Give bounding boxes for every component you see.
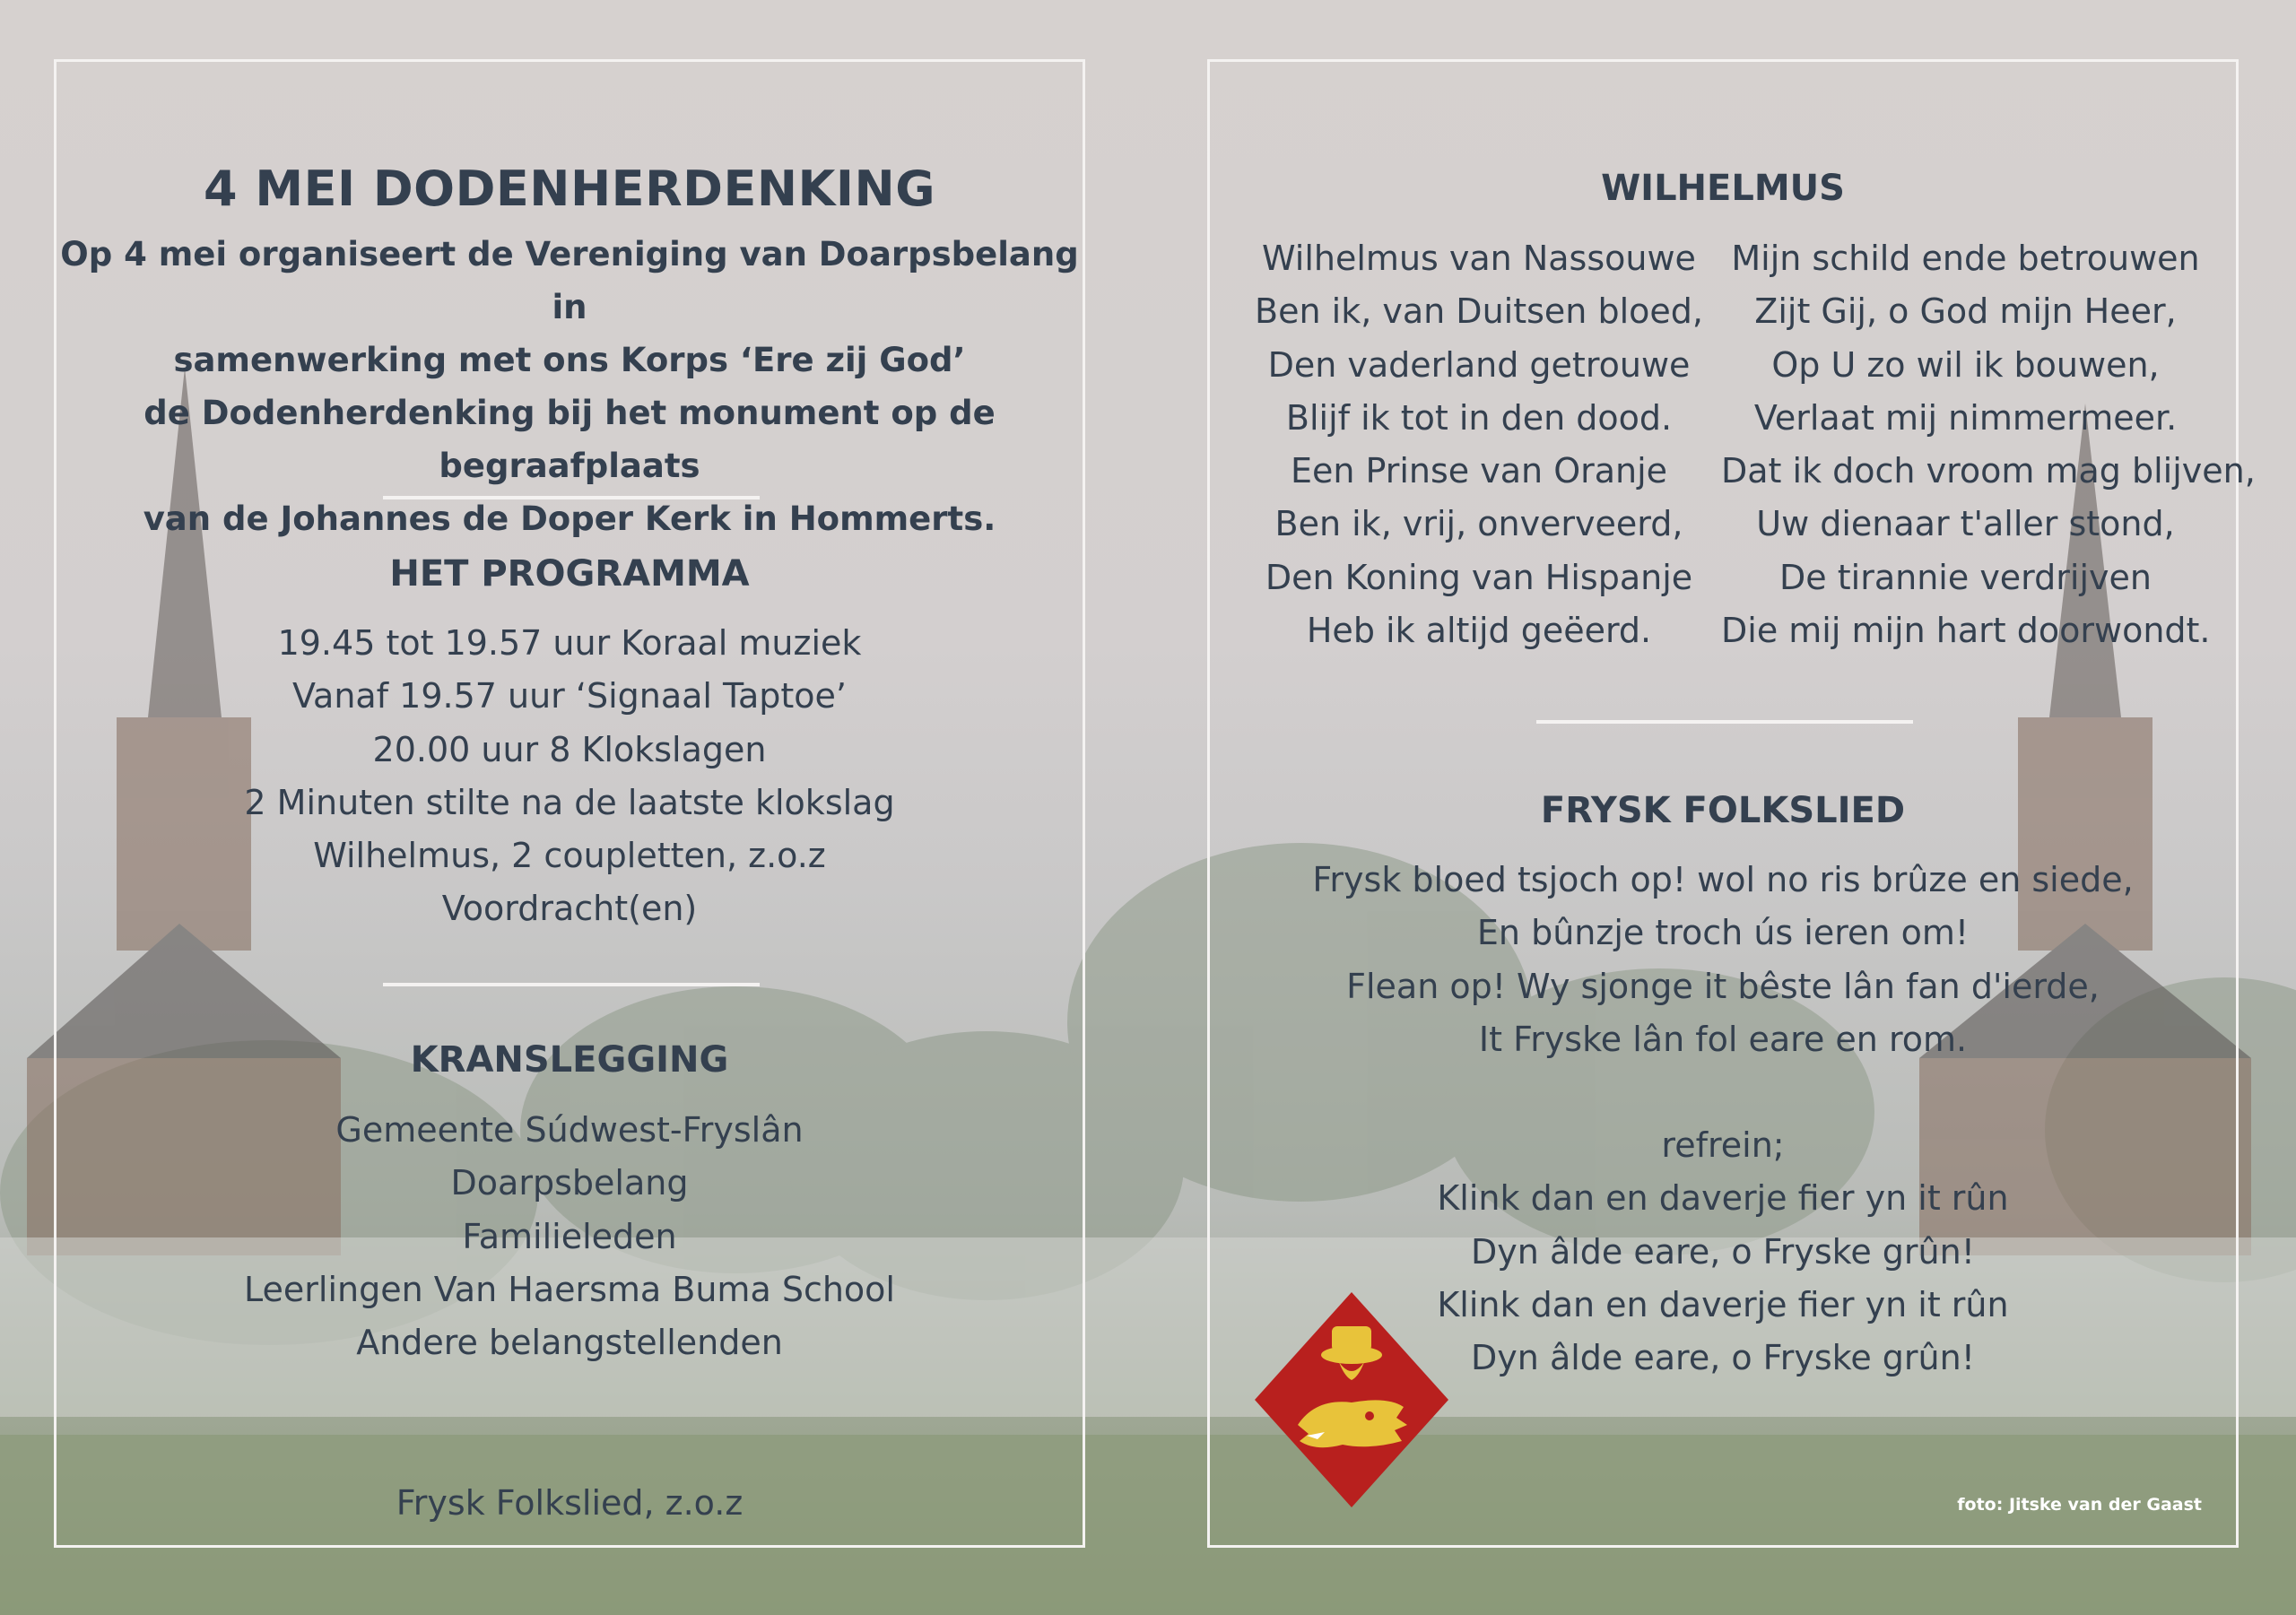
anthem-column-2 — [1721, 232, 2256, 657]
folk-heading: FRYSK FOLKSLIED — [1540, 790, 1906, 831]
divider — [383, 983, 760, 986]
program-item: Wilhelmus, 2 coupletten, z.o.z — [313, 836, 826, 876]
refrain-label: refrein; — [1661, 1125, 1785, 1166]
wreath-item: Andere belangstellenden — [356, 1323, 783, 1363]
verse-line: Uw dienaar t'aller stond, — [1756, 504, 2175, 544]
intro-line: van de Johannes de Doper Kerk in Hommerts. — [143, 499, 996, 538]
verse-line: Wilhelmus van Nassouwe — [1262, 239, 1696, 278]
program-item: 19.45 tot 19.57 uur Koraal muziek — [277, 623, 862, 663]
intro-line: de Dodenherdenking bij het monument op de begraafplaats — [144, 394, 996, 485]
wreath-item: Doarpsbelang — [450, 1163, 689, 1203]
intro-line: samenwerking met ons Korps ‘Ere zij God’ — [173, 341, 966, 379]
verse-line: Blijf ik tot in den dood. — [1285, 397, 1673, 438]
program-heading: HET PROGRAMMA — [389, 553, 750, 595]
verse-line: Ben ik, van Duitsen bloed, — [1255, 291, 1703, 332]
verse-line: En bûnzje troch ús ieren om! — [1476, 913, 1970, 953]
verse-line: Frysk bloed tsjoch op! wol no ris brûze en siede, — [1312, 860, 2134, 899]
verse-line: Die mij mijn hart doorwondt. — [1721, 611, 2211, 651]
verse-line: Dat ik doch vroom mag blijven, — [1721, 451, 2256, 491]
footer-note — [57, 1477, 1083, 1530]
program-list — [57, 617, 1083, 936]
left-panel — [54, 59, 1085, 1548]
program-item: Voordracht(en) — [441, 889, 698, 929]
wreath-item: Leerlingen Van Haersma Buma School — [244, 1269, 895, 1309]
wreath-heading: KRANSLEGGING — [410, 1039, 729, 1081]
right-panel — [1207, 59, 2256, 1548]
photo-credit: foto: Jitske van der Gaast — [1957, 1495, 2202, 1515]
wreath-item: Gemeente Súdwest-Fryslân — [335, 1110, 804, 1150]
anthem-column-1 — [1237, 232, 1721, 657]
wreath-item: Familieleden — [462, 1216, 677, 1256]
divider — [383, 496, 760, 499]
footer-note-text: Frysk Folkslied, z.o.z — [396, 1483, 744, 1523]
refrain-line: Dyn âlde eare, o Fryske grûn! — [1471, 1338, 1975, 1378]
verse-line: Een Prinse van Oranje — [1290, 451, 1668, 491]
program-item: 20.00 uur 8 Klokslagen — [372, 729, 767, 769]
verse-line: Op U zo wil ik bouwen, — [1771, 344, 2160, 385]
verse-line: It Fryske lân fol eare en rom. — [1478, 1019, 1968, 1059]
verse-line: Heb ik altijd geëerd. — [1306, 611, 1652, 651]
page-title: 4 MEI DODENHERDENKING — [203, 161, 936, 217]
verse-line: Zijt Gij, o God mijn Heer, — [1754, 291, 2177, 332]
anthem-heading: WILHELMUS — [1601, 168, 1845, 209]
verse-line: Mijn schild ende betrouwen — [1731, 239, 2200, 278]
band-logo-icon — [1253, 1290, 1450, 1514]
divider — [1536, 720, 1913, 724]
verse-line: Den vaderland getrouwe — [1267, 344, 1691, 385]
refrain-line: Dyn âlde eare, o Fryske grûn! — [1471, 1231, 1975, 1272]
refrain-line: Klink dan en daverje fier yn it rûn — [1437, 1285, 2009, 1325]
wreath-list — [57, 1104, 1083, 1369]
program-item: 2 Minuten stilte na de laatste klokslag — [244, 782, 895, 822]
verse-line: Den Koning van Hispanje — [1265, 557, 1693, 597]
intro-line: Op 4 mei organiseert de Vereniging van Doarpsbelang in — [60, 235, 1079, 326]
verse-line: Ben ik, vrij, onverveerd, — [1274, 504, 1683, 544]
program-item: Vanaf 19.57 uur ‘Signaal Taptoe’ — [291, 676, 847, 716]
refrain-line: Klink dan en daverje fier yn it rûn — [1437, 1178, 2009, 1219]
verse-line: Verlaat mij nimmermeer. — [1753, 397, 2178, 438]
verse-line: Flean op! Wy sjonge it bêste lân fan d'ierde, — [1346, 966, 2100, 1006]
verse-line: De tirannie verdrijven — [1779, 557, 2152, 597]
